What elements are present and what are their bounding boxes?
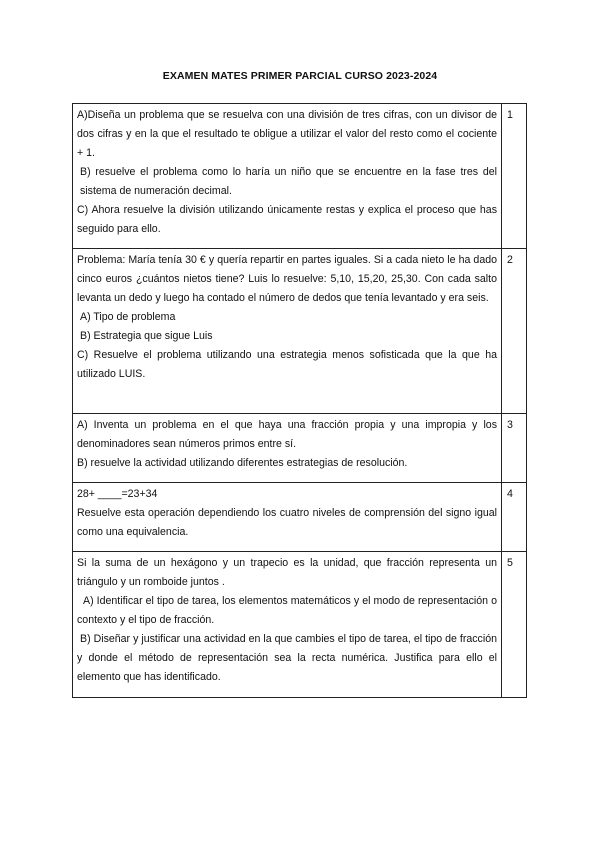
question-paragraph: B) resuelve la actividad utilizando diferentes estrategias de resolución. — [77, 457, 408, 469]
question-paragraph: A)Diseña un problema que se resuelva con una división de tres cifras, con un divisor de dos cifras y en la que el resultado te obligue a utilizar el valor del resto como el cociente + 1. — [77, 109, 497, 159]
question-row — [73, 249, 527, 414]
question-number: 1 — [502, 104, 527, 249]
question-number: 3 — [502, 414, 527, 483]
question-paragraph: B) resuelve el problema como lo haría un niño que se encuentre en la fase tres del sistema de numeración decimal. — [80, 166, 497, 197]
questions-table — [72, 103, 527, 698]
question-row — [73, 104, 527, 249]
question-text — [73, 104, 502, 249]
question-paragraph: A) Inventa un problema en el que haya una fracción propia y una impropia y los denominadores sean números primos entre sí. — [77, 419, 497, 450]
question-paragraph: Si la suma de un hexágono y un trapecio es la unidad, que fracción representa un triángulo y un romboide juntos . — [77, 557, 497, 588]
question-paragraph: A) Tipo de problema — [80, 311, 176, 323]
question-number: 2 — [502, 249, 527, 414]
question-text — [73, 414, 502, 483]
question-paragraph: Resuelve esta operación dependiendo los cuatro niveles de comprensión del signo igual como una equivalencia. — [77, 507, 497, 538]
question-row — [73, 483, 527, 552]
question-paragraph: C) Ahora resuelve la división utilizando únicamente restas y explica el proceso que has seguido para ello. — [77, 204, 497, 235]
question-text — [73, 249, 502, 414]
question-text — [73, 483, 502, 552]
question-paragraph: Problema: María tenía 30 € y quería repartir en partes iguales. Si a cada nieto le ha dado cinco euros ¿cuántos nietos tiene? Luis lo resuelve: 5,10, 15,20, 25,30. Con cada salto levanta un dedo y luego ha contado el número de dedos que tenía levantado y era seis. — [77, 254, 497, 304]
question-paragraph: C) Resuelve el problema utilizando una estrategia menos sofisticada que la que ha utilizado LUIS. — [77, 349, 497, 380]
question-row — [73, 552, 527, 698]
question-paragraph: B) Diseñar y justificar una actividad en la que cambies el tipo de tarea, el tipo de fracción y donde el método de representación sea la recta numérica. Justifica para ello el elemento que has identificado. — [77, 633, 497, 683]
question-paragraph: 28+ ____=23+34 — [77, 488, 158, 500]
question-row — [73, 414, 527, 483]
question-paragraph: B) Estrategia que sigue Luis — [80, 330, 213, 342]
question-number: 4 — [502, 483, 527, 552]
question-text — [73, 552, 502, 698]
question-paragraph: A) Identificar el tipo de tarea, los elementos matemáticos y el modo de representación o contexto y el tipo de fracción. — [77, 595, 497, 626]
exam-title: EXAMEN MATES PRIMER PARCIAL CURSO 2023-2024 — [162, 70, 438, 82]
question-number: 5 — [502, 552, 527, 698]
